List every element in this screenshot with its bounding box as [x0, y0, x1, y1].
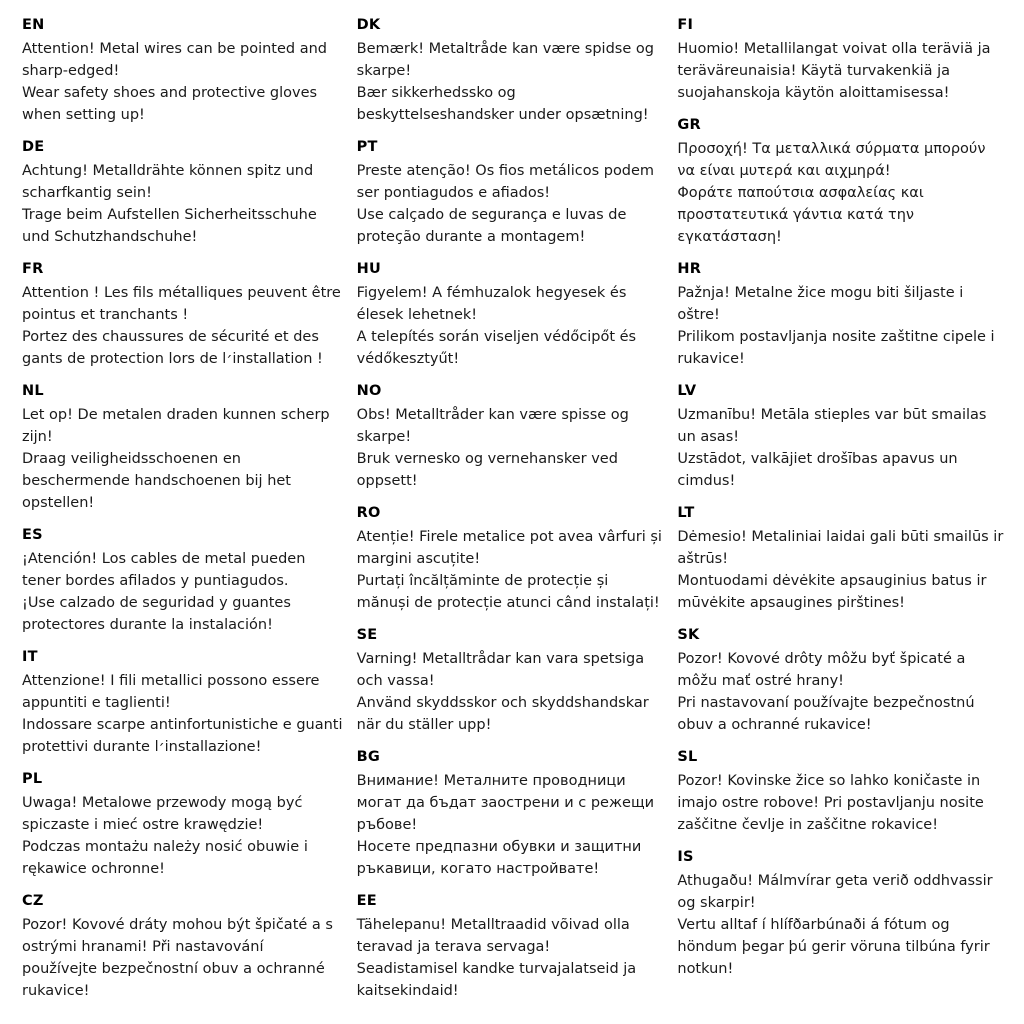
warning-text [357, 282, 664, 370]
warning-line: Portez des chaussures de sécurité et des gants de protection lors de l׳installation ! [22, 328, 323, 367]
warning-text [357, 38, 664, 126]
warning-text [677, 282, 1006, 370]
warning-line: Pažnja! Metalne žice mogu biti šiljaste i oštre! [677, 284, 964, 323]
language-code: RO [356, 504, 381, 521]
warning-text [357, 648, 664, 736]
warning-line: Wear safety shoes and protective gloves when setting up! [22, 84, 318, 123]
warning-line: Pozor! Kovové drôty môžu byť špicaté a môžu mať ostré hrany! [677, 650, 966, 689]
warning-line: Uwaga! Metalowe przewody mogą być spiczaste i mieć ostre krawędzie! [22, 794, 303, 833]
warning-text [357, 914, 664, 1002]
warning-text [357, 404, 664, 492]
language-entry [357, 382, 664, 492]
language-entry [357, 260, 664, 370]
language-entry [357, 138, 664, 248]
warning-line: Athugaðu! Málmvírar geta verið oddhvassir og skarpir! [677, 872, 993, 911]
warning-line: Dėmesio! Metaliniai laidai gali būti smailūs ir aštrūs! [677, 528, 1004, 567]
warning-text [677, 870, 1006, 980]
language-column-2 [357, 16, 678, 1002]
warning-line: Draag veiligheidsschoenen en beschermende handschoenen bij het opstellen! [22, 450, 291, 511]
language-code: LT [677, 504, 695, 521]
language-entry [22, 382, 343, 514]
language-code: ES [22, 526, 43, 543]
warning-line: Attention ! Les fils métalliques peuvent être pointus et tranchants ! [22, 284, 341, 323]
language-code: EE [356, 892, 377, 909]
language-entry [22, 16, 343, 126]
warning-text [22, 160, 343, 248]
warning-line: Varning! Metalltrådar kan vara spetsiga och vassa! [356, 650, 645, 689]
warning-line: Huomio! Metallilangat voivat olla teräviä ja teräväreunaisia! Käytä turvakenkiä ja suojahanskoja käytön aloittamisessa! [677, 40, 991, 101]
warning-line: A telepítés során viseljen védőcipőt és védőkesztyűt! [356, 328, 637, 367]
warning-text [677, 404, 1006, 492]
language-entry [677, 748, 1006, 836]
language-code: LV [677, 382, 697, 399]
warning-text [677, 648, 1006, 736]
language-code: EN [22, 17, 45, 33]
language-entry [357, 892, 664, 1002]
warning-line: Purtați încălțăminte de protecție și mănuși de protecție atunci când instalați! [356, 572, 660, 611]
warning-line: Attenzione! I fili metallici possono essere appuntiti e taglienti! [22, 672, 320, 711]
warning-line: Bemærk! Metaltråde kan være spidse og skarpe! [356, 40, 654, 79]
warning-text [677, 770, 1006, 836]
language-code: IT [22, 648, 38, 665]
language-code: GR [677, 116, 701, 133]
warning-text [677, 38, 1006, 104]
language-entry [357, 748, 664, 880]
language-entry [677, 848, 1006, 980]
language-code: PL [22, 770, 43, 787]
warning-line: Trage beim Aufstellen Sicherheitsschuhe und Schutzhandschuhe! [22, 206, 317, 245]
warning-text [677, 138, 1006, 248]
warning-line: Bruk vernesko og vernehansker ved oppsett! [356, 450, 618, 489]
language-entry [357, 16, 664, 126]
warning-line: Attention! Metal wires can be pointed and sharp-edged! [22, 40, 327, 79]
warning-line: Montuodami dėvėkite apsauginius batus ir mūvėkite apsaugines pirštines! [677, 572, 987, 611]
warning-line: Bær sikkerhedssko og beskyttelseshandsker under opsætning! [356, 84, 649, 123]
language-entry [22, 892, 343, 1002]
language-code: SE [356, 626, 378, 643]
warning-line: ¡Use calzado de seguridad y guantes protectores durante la instalación! [22, 594, 291, 633]
warning-line: Achtung! Metalldrähte können spitz und scharfkantig sein! [22, 162, 314, 201]
warning-line: Use calçado de segurança e luvas de proteção durante a montagem! [356, 206, 627, 245]
language-entry [677, 116, 1006, 248]
warning-line: Atenție! Firele metalice pot avea vârfuri și margini ascuțite! [356, 528, 662, 567]
warning-line: ¡Atención! Los cables de metal pueden tener bordes afilados y puntiagudos. [22, 550, 306, 589]
language-code: SK [677, 626, 700, 643]
language-code: HU [356, 260, 381, 277]
language-code: SL [677, 748, 698, 765]
warning-line: Obs! Metalltråder kan være spisse og skarpe! [356, 406, 629, 445]
language-code: IS [677, 848, 694, 865]
warning-line: Podczas montażu należy nosić obuwie i rękawice ochronne! [22, 838, 308, 877]
language-entry [22, 770, 343, 880]
language-column-3 [677, 16, 1006, 980]
language-code: DE [22, 138, 45, 155]
warning-text [22, 38, 343, 126]
warning-line: Uzmanību! Metāla stieples var būt smailas un asas! [677, 406, 987, 445]
warning-line: Pozor! Kovové dráty mohou být špičaté a s ostrými hranami! Při nastavování používejte bezpečnostní obuv a ochranné rukavice! [22, 916, 333, 999]
language-code: FI [677, 17, 694, 33]
warning-line: Pozor! Kovinske žice so lahko koničaste in imajo ostre robove! Pri postavljanju nosite zaščitne čevlje in zaščitne rokavice! [677, 772, 984, 833]
language-code: CZ [22, 892, 44, 909]
warning-line: Pri nastavovaní používajte bezpečnostnú obuv a ochranné rukavice! [677, 694, 975, 733]
language-entry [677, 626, 1006, 736]
language-entry [22, 138, 343, 248]
language-entry [677, 16, 1006, 104]
language-code: HR [677, 260, 702, 277]
language-code: DK [356, 17, 381, 33]
warning-text [22, 282, 343, 370]
warning-text [22, 548, 343, 636]
warning-line: Seadistamisel kandke turvajalatseid ja kaitsekindaid! [356, 960, 637, 999]
language-entry [677, 382, 1006, 492]
language-entry [677, 260, 1006, 370]
warning-line: Använd skyddsskor och skyddshandskar när du ställer upp! [356, 694, 649, 733]
language-entry [357, 626, 664, 736]
warning-line: Indossare scarpe antinfortunistiche e guanti protettivi durante l׳installazione! [22, 716, 343, 755]
language-code: NO [356, 382, 382, 399]
warning-text [22, 914, 343, 1002]
warning-text [357, 160, 664, 248]
warning-line: Φοράτε παπούτσια ασφαλείας και προστατευτικά γάντια κατά την εγκατάσταση! [677, 184, 924, 245]
warning-text [22, 670, 343, 758]
language-entry [22, 260, 343, 370]
warning-line: Προσοχή! Τα μεταλλικά σύρματα μπορούν να είναι μυτερά και αιχμηρά! [677, 140, 986, 179]
warning-line: Внимание! Металните проводници могат да бъдат заострени и с режещи ръбове! [356, 772, 655, 833]
warning-text [357, 770, 664, 880]
warning-text [22, 792, 343, 880]
language-entry [357, 504, 664, 614]
language-entry [22, 648, 343, 758]
warning-line: Vertu alltaf í hlífðarbúnaði á fótum og höndum þegar þú gerir vöruna tilbúna fyrir notkun! [677, 916, 990, 977]
warning-text [357, 526, 664, 614]
warning-line: Uzstādot, valkājiet drošības apavus un cimdus! [677, 450, 958, 489]
language-code: PT [356, 138, 378, 155]
language-code: BG [356, 748, 381, 765]
warning-text [22, 404, 343, 514]
language-code: NL [22, 382, 44, 399]
language-column-1 [22, 16, 357, 1002]
language-entry [22, 526, 343, 636]
warning-line: Tähelepanu! Metalltraadid võivad olla teravad ja terava servaga! [356, 916, 630, 955]
warning-line: Figyelem! A fémhuzalok hegyesek és élesek lehetnek! [356, 284, 627, 323]
warning-line: Preste atenção! Os fios metálicos podem ser pontiagudos e afiados! [356, 162, 655, 201]
warning-line: Носете предпазни обувки и защитни ръкавици, когато настройвате! [356, 838, 642, 877]
warning-line: Let op! De metalen draden kunnen scherp zijn! [22, 406, 330, 445]
warning-line: Prilikom postavljanja nosite zaštitne cipele i rukavice! [677, 328, 995, 367]
warning-text [677, 526, 1006, 614]
language-code: FR [22, 260, 44, 277]
language-entry [677, 504, 1006, 614]
